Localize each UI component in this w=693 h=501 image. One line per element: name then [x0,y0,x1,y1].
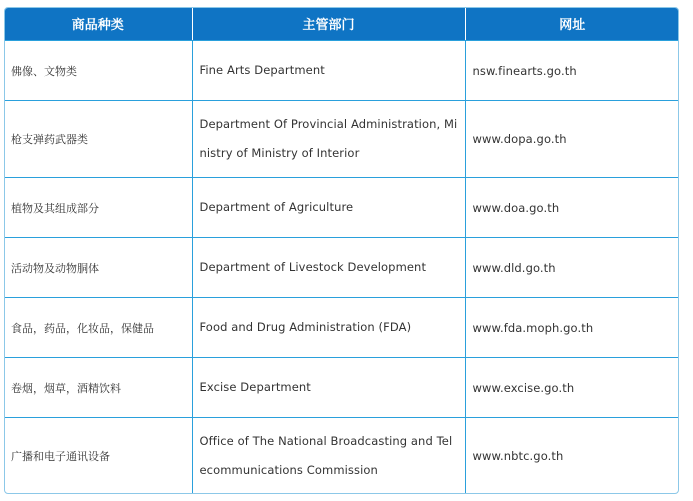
table-frame [4,7,679,494]
category-cell: 植物及其组成部分 [4,178,192,238]
category-cell: 卷烟，烟草，酒精饮料 [4,358,192,418]
website-cell: nsw.finearts.go.th [465,41,679,101]
table-row [4,358,679,418]
table-header [4,7,679,41]
website-cell: www.nbtc.go.th [465,418,679,495]
department-cell: Department of Agriculture [192,178,465,238]
website-cell: www.dld.go.th [465,238,679,298]
table-row [4,238,679,298]
department-cell: Fine Arts Department [192,41,465,101]
table-row [4,178,679,238]
header-row [4,7,679,41]
category-cell: 广播和电子通讯设备 [4,418,192,495]
category-cell: 活动物及动物胴体 [4,238,192,298]
department-cell: Food and Drug Administration (FDA) [192,298,465,358]
table-row [4,298,679,358]
department-cell: Office of The National Broadcasting and Telecommunications Commission [192,418,465,495]
category-cell: 食品，药品，化妆品，保健品 [4,298,192,358]
website-cell: www.fda.moph.go.th [465,298,679,358]
website-cell: www.dopa.go.th [465,101,679,178]
header-category: 商品种类 [4,7,192,41]
department-cell: Department Of Provincial Administration, Ministry of Ministry of Interior [192,101,465,178]
header-department: 主管部门 [192,7,465,41]
header-website: 网址 [465,7,679,41]
category-cell: 佛像、文物类 [4,41,192,101]
department-cell: Department of Livestock Development [192,238,465,298]
table-row [4,418,679,495]
category-cell: 枪支弹药武器类 [4,101,192,178]
table-row [4,101,679,178]
agency-table [4,7,679,494]
website-cell: www.doa.go.th [465,178,679,238]
table-body [4,41,679,495]
department-cell: Excise Department [192,358,465,418]
table-row [4,41,679,101]
website-cell: www.excise.go.th [465,358,679,418]
